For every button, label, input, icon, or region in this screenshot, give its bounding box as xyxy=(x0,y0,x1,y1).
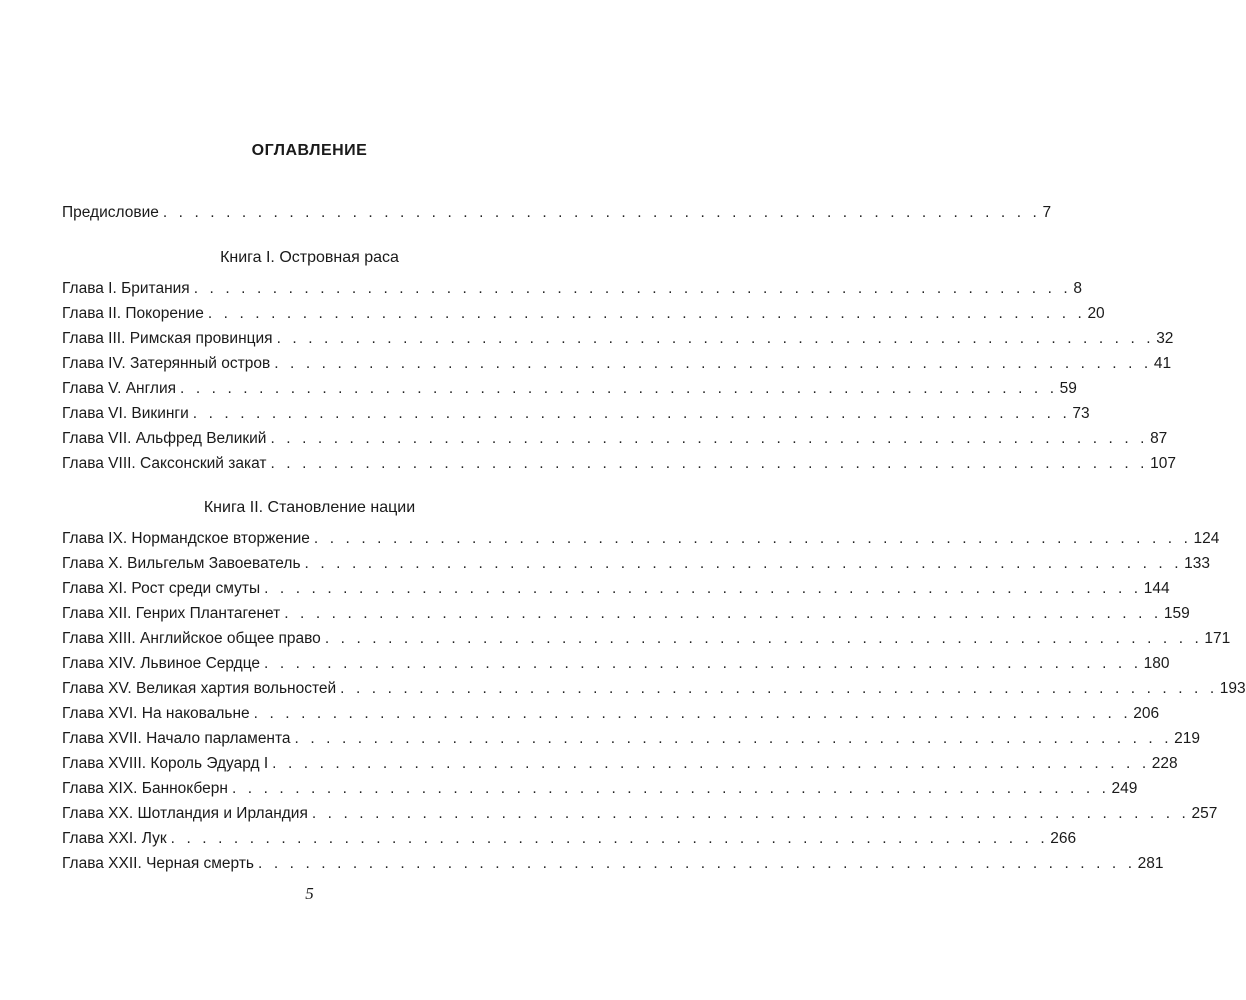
toc-entry-page: 87 xyxy=(1150,430,1168,447)
toc-entry[interactable] xyxy=(62,828,1077,850)
toc-entry-page: 41 xyxy=(1153,355,1172,372)
toc-entry-label: Глава XXI. Лук xyxy=(62,830,167,847)
toc-entry-label: Глава III. Римская провинция xyxy=(62,330,273,347)
dot-leader: . . . . . . . . . . . . . . . . . . . . . . . . . . . . . . . . . . . . . . . . . . . . . . . . . . . . . . . . xyxy=(192,405,1071,422)
toc-entry-page: 219 xyxy=(1174,730,1201,747)
toc-entry-label: Глава XV. Великая хартия вольностей xyxy=(62,680,337,697)
toc-entry-page: 171 xyxy=(1204,630,1231,647)
toc-entry-label: Глава XXII. Черная смерть xyxy=(62,855,255,872)
toc-entry-page: 249 xyxy=(1111,780,1138,797)
toc-entry-page: 133 xyxy=(1184,555,1211,572)
toc-entry[interactable] xyxy=(62,428,1168,450)
toc-entry-page: 266 xyxy=(1050,830,1077,847)
toc-entry[interactable] xyxy=(62,653,1170,675)
dot-leader: . . . . . . . . . . . . . . . . . . . . . . . . . . . . . . . . . . . . . . . . . . . . . . . . . . . . . . . . xyxy=(207,305,1086,322)
toc-entry-label: Глава II. Покорение xyxy=(62,305,204,322)
toc-entry-label: Глава XIX. Баннокберн xyxy=(62,780,228,797)
toc-entry[interactable] xyxy=(62,553,1211,575)
toc-entry-label: Предисловие xyxy=(62,204,159,221)
toc-entry-label: Глава X. Вильгельм Завоеватель xyxy=(62,555,301,572)
toc-entry[interactable] xyxy=(62,728,1201,750)
toc-entry-label: Глава XIV. Львиное Сердце xyxy=(62,655,261,672)
dot-leader: . . . . . . . . . . . . . . . . . . . . . . . . . . . . . . . . . . . . . . . . . . . . . . . . . . . . . . . . xyxy=(276,330,1155,347)
toc-entry[interactable] xyxy=(62,278,1082,300)
dot-leader: . . . . . . . . . . . . . . . . . . . . . . . . . . . . . . . . . . . . . . . . . . . . . . . . . . . . . . . . xyxy=(264,655,1142,672)
toc-entry-label: Глава VII. Альфред Великий xyxy=(62,430,267,447)
toc-entry-page: 193 xyxy=(1219,680,1246,697)
toc-entry-label: Глава XIII. Английское общее право xyxy=(62,630,321,647)
dot-leader: . . . . . . . . . . . . . . . . . . . . . . . . . . . . . . . . . . . . . . . . . . . . . . . . . . . . . . . . xyxy=(270,430,1149,447)
toc-entry-label: Глава IX. Нормандское вторжение xyxy=(62,530,310,547)
toc-entry[interactable] xyxy=(62,303,1105,325)
book-heading-2: Книга II. Становление нации xyxy=(203,499,416,516)
toc-entry-label: Глава VI. Викинги xyxy=(62,405,189,422)
dot-leader: . . . . . . . . . . . . . . . . . . . . . . . . . . . . . . . . . . . . . . . . . . . . . . . . . . . . . . . . xyxy=(253,705,1132,722)
toc-entry-page: 124 xyxy=(1193,530,1220,547)
toc-entry[interactable] xyxy=(62,528,1220,550)
dot-leader: . . . . . . . . . . . . . . . . . . . . . . . . . . . . . . . . . . . . . . . . . . . . . . . . . . . . . . . . xyxy=(311,805,1190,822)
toc-entry-label: Глава I. Британия xyxy=(62,280,190,297)
dot-leader: . . . . . . . . . . . . . . . . . . . . . . . . . . . . . . . . . . . . . . . . . . . . . . . . . . . . . . . . xyxy=(231,780,1110,797)
toc-entry-label: Глава XVI. На наковальне xyxy=(62,705,250,722)
toc-entry-page: 73 xyxy=(1072,405,1090,422)
toc-entry-page: 257 xyxy=(1191,805,1218,822)
toc-entry-label: Глава V. Англия xyxy=(62,380,177,397)
toc-entry-page: 20 xyxy=(1087,305,1105,322)
toc-entry[interactable] xyxy=(62,778,1138,800)
dot-leader: . . . . . . . . . . . . . . . . . . . . . . . . . . . . . . . . . . . . . . . . . . . . . . . . . . . . . . . . xyxy=(294,730,1173,747)
dot-leader: . . . . . . . . . . . . . . . . . . . . . . . . . . . . . . . . . . . . . . . . . . . . . . . . . . . . . . . . xyxy=(264,580,1142,597)
toc-entry-page: 228 xyxy=(1151,755,1178,772)
toc-entry[interactable] xyxy=(62,403,1090,425)
toc-entry[interactable] xyxy=(62,853,1164,875)
toc-entry[interactable] xyxy=(62,453,1176,475)
dot-leader: . . . . . . . . . . . . . . . . . . . . . . . . . . . . . . . . . . . . . . . . . . . . . . . . . . . . . . . . xyxy=(340,680,1218,697)
toc-entry-label: Глава VIII. Саксонский закат xyxy=(62,455,267,472)
dot-leader: . . . . . . . . . . . . . . . . . . . . . . . . . . . . . . . . . . . . . . . . . . . . . . . . . . . . . . . . xyxy=(304,555,1183,572)
dot-leader: . . . . . . . . . . . . . . . . . . . . . . . . . . . . . . . . . . . . . . . . . . . . . . . . . . . . . . . . xyxy=(180,380,1058,397)
toc-entry-preface[interactable] xyxy=(62,202,1052,224)
page-title: ОГЛАВЛЕНИЕ xyxy=(251,142,368,159)
toc-entry-label: Глава IV. Затерянный остров xyxy=(62,355,271,372)
dot-leader: . . . . . . . . . . . . . . . . . . . . . . . . . . . . . . . . . . . . . . . . . . . . . . . . . . . . . . . . xyxy=(270,455,1149,472)
toc-entry[interactable] xyxy=(62,378,1077,400)
toc-entry-page: 7 xyxy=(1042,204,1052,221)
toc-entry[interactable] xyxy=(62,328,1174,350)
dot-leader: . . . . . . . . . . . . . . . . . . . . . . . . . . . . . . . . . . . . . . . . . . . . . . . . . . . . . . . . xyxy=(258,855,1136,872)
toc-entry[interactable] xyxy=(62,753,1178,775)
toc-entry-label: Глава XI. Рост среди смуты xyxy=(62,580,261,597)
toc-entry-label: Глава XX. Шотландия и Ирландия xyxy=(62,805,308,822)
toc-entry[interactable] xyxy=(62,353,1172,375)
toc-entry-page: 144 xyxy=(1143,580,1170,597)
dot-leader: . . . . . . . . . . . . . . . . . . . . . . . . . . . . . . . . . . . . . . . . . . . . . . . . . . . . . . . . xyxy=(272,755,1150,772)
dot-leader: . . . . . . . . . . . . . . . . . . . . . . . . . . . . . . . . . . . . . . . . . . . . . . . . . . . . . . . . xyxy=(284,605,1162,622)
dot-leader: . . . . . . . . . . . . . . . . . . . . . . . . . . . . . . . . . . . . . . . . . . . . . . . . . . . . . . . . xyxy=(193,280,1072,297)
book-heading-1: Книга I. Островная раса xyxy=(220,249,399,266)
toc-entry-label: Глава XII. Генрих Плантагенет xyxy=(62,605,281,622)
toc-entry[interactable] xyxy=(62,628,1231,650)
dot-leader: . . . . . . . . . . . . . . . . . . . . . . . . . . . . . . . . . . . . . . . . . . . . . . . . . . . . . . . . xyxy=(313,530,1192,547)
toc-entry-page: 281 xyxy=(1137,855,1164,872)
dot-leader: . . . . . . . . . . . . . . . . . . . . . . . . . . . . . . . . . . . . . . . . . . . . . . . . . . . . . . . . xyxy=(162,204,1041,221)
toc-entry-label: Глава XVIII. Король Эдуард I xyxy=(62,755,269,772)
toc-entry-page: 32 xyxy=(1156,330,1174,347)
toc-entry-page: 206 xyxy=(1133,705,1160,722)
toc-entry[interactable] xyxy=(62,578,1170,600)
toc-entry-page: 159 xyxy=(1163,605,1190,622)
toc-entry-page: 8 xyxy=(1073,280,1082,297)
toc-entry[interactable] xyxy=(62,678,1246,700)
dot-leader: . . . . . . . . . . . . . . . . . . . . . . . . . . . . . . . . . . . . . . . . . . . . . . . . . . . . . . . . xyxy=(170,830,1049,847)
toc-entry-page: 107 xyxy=(1150,455,1176,472)
toc-entry-page: 180 xyxy=(1143,655,1170,672)
dot-leader: . . . . . . . . . . . . . . . . . . . . . . . . . . . . . . . . . . . . . . . . . . . . . . . . . . . . . . . . xyxy=(274,355,1152,372)
toc-entry[interactable] xyxy=(62,703,1160,725)
toc-entry-label: Глава XVII. Начало парламента xyxy=(62,730,291,747)
dot-leader: . . . . . . . . . . . . . . . . . . . . . . . . . . . . . . . . . . . . . . . . . . . . . . . . . . . . . . . . xyxy=(324,630,1203,647)
toc-entry[interactable] xyxy=(62,603,1190,625)
toc-entry[interactable] xyxy=(62,803,1218,825)
page-number: 5 xyxy=(305,884,314,903)
toc-entry-page: 59 xyxy=(1059,380,1077,397)
